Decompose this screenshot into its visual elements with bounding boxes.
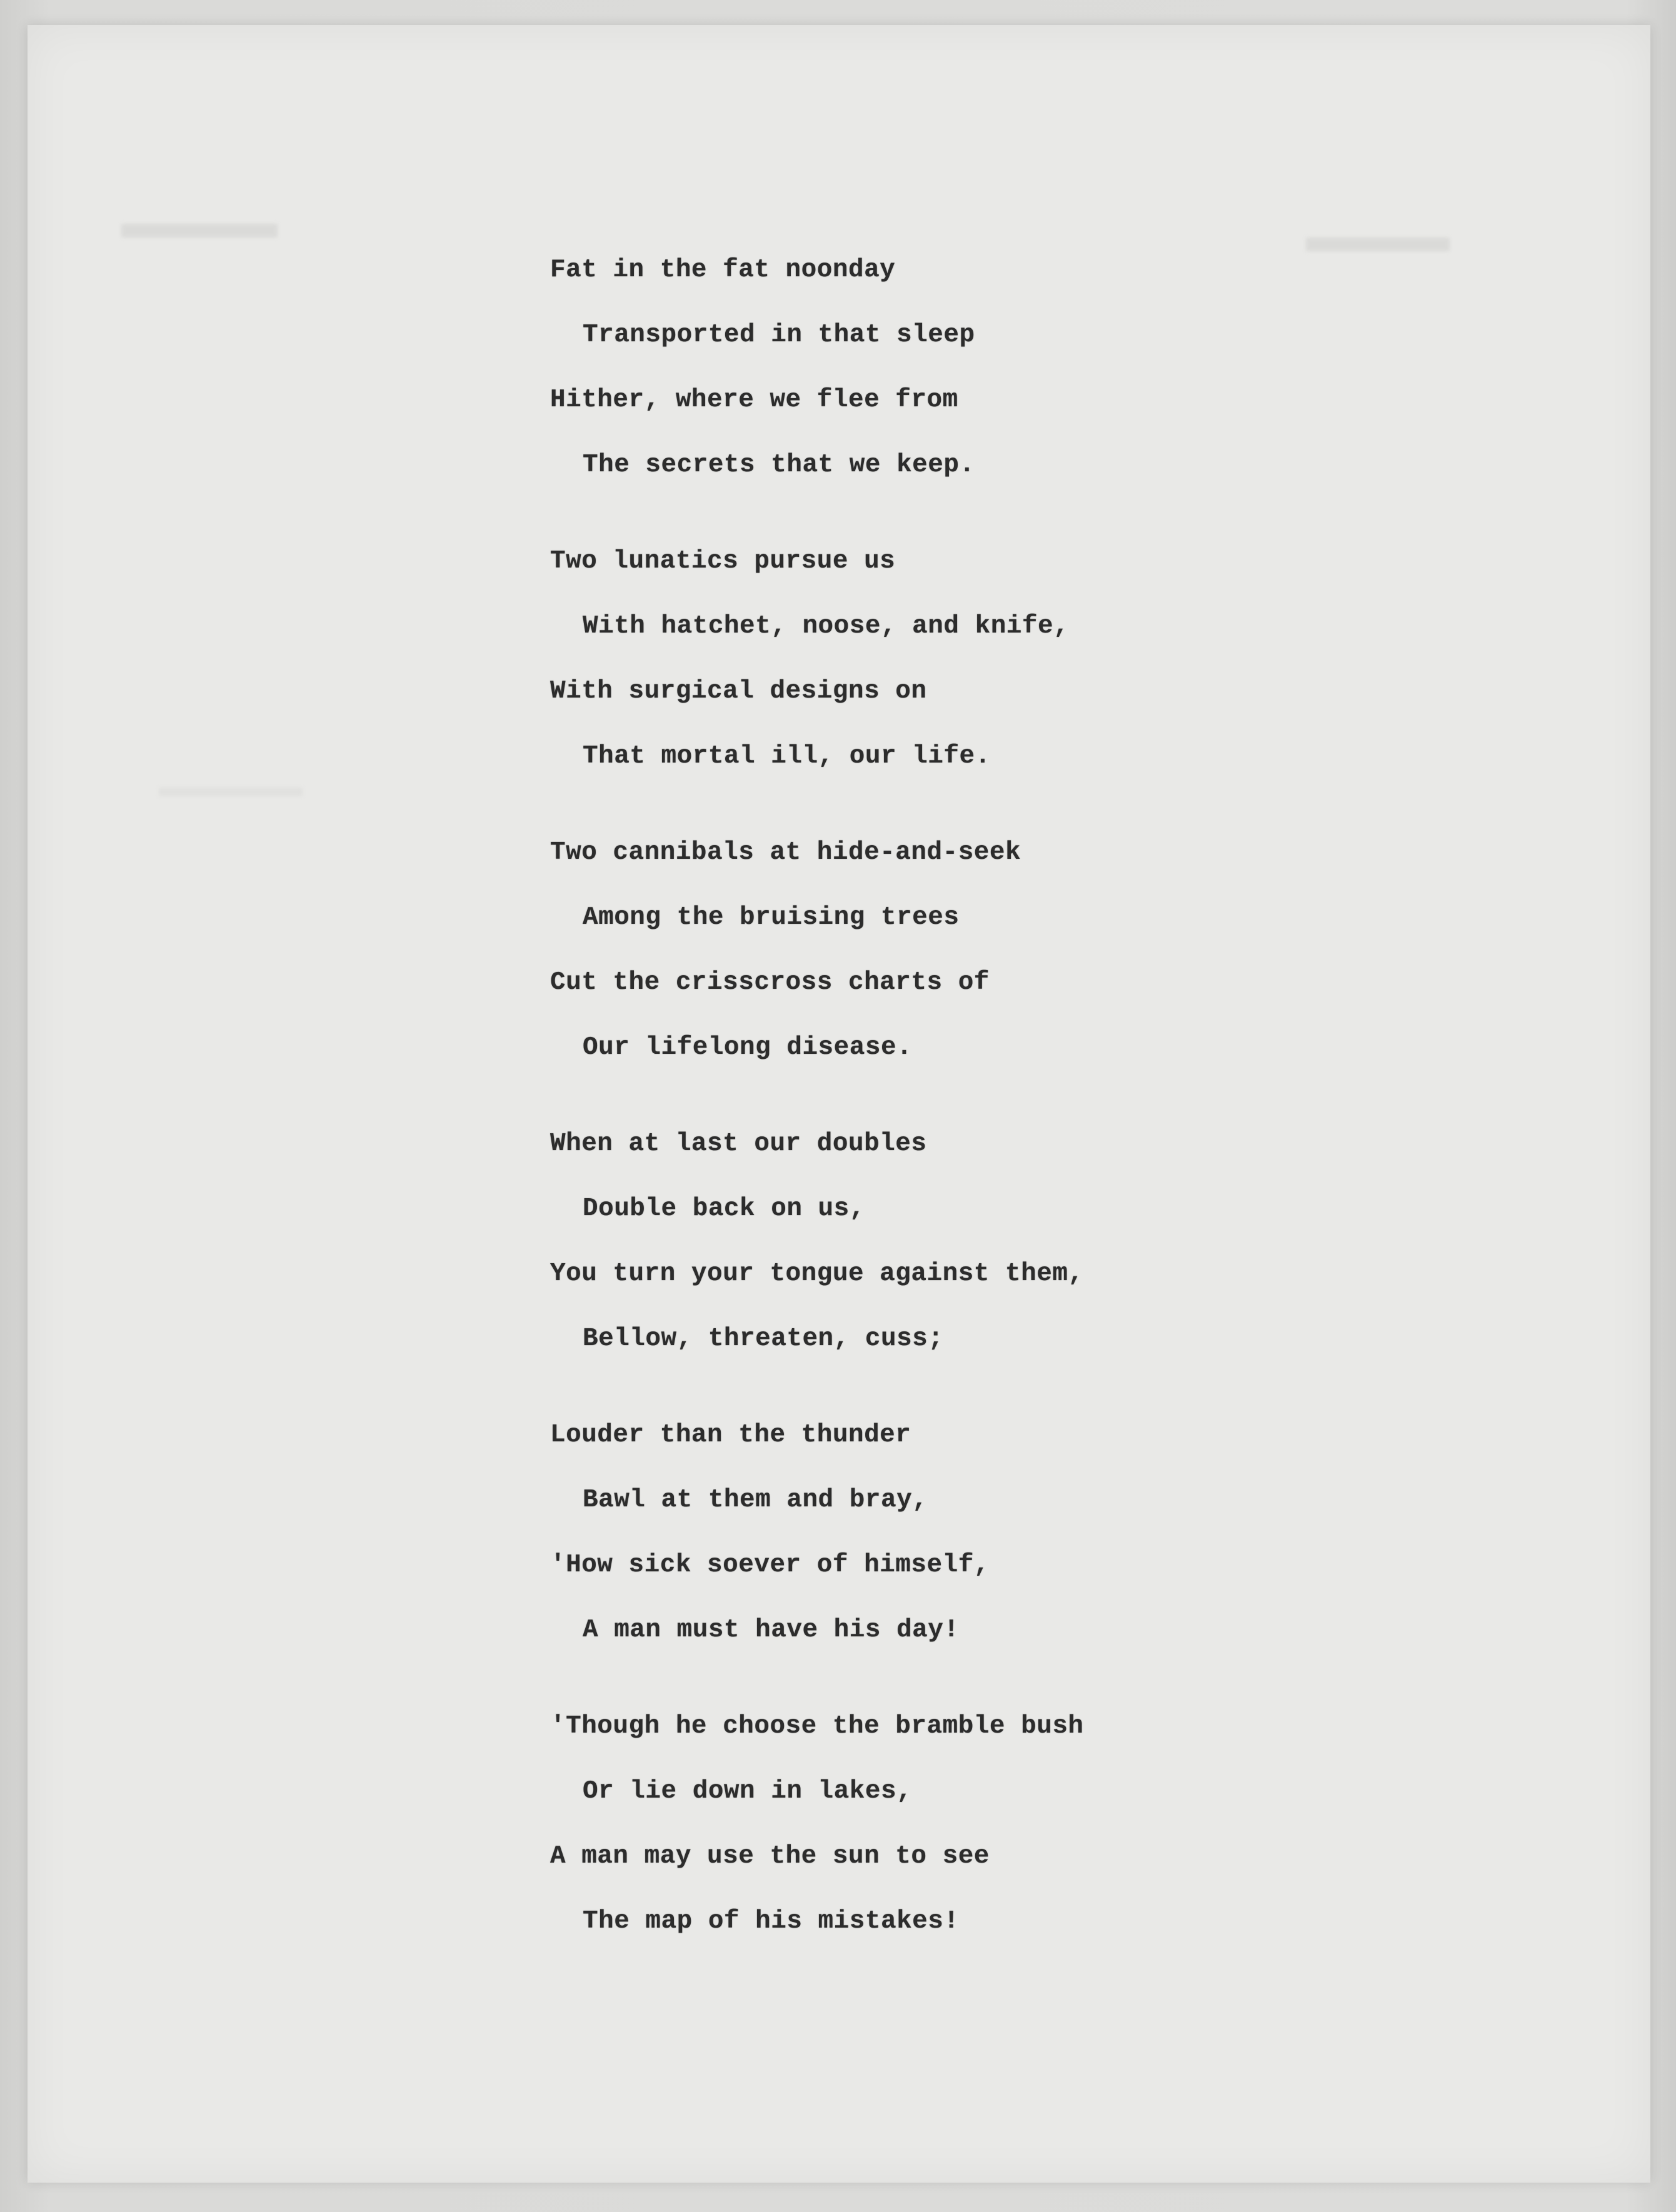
poem-line: A man must have his day! <box>583 1616 960 1644</box>
poem-line: Louder than the thunder <box>550 1421 911 1449</box>
poem-line: That mortal ill, our life. <box>583 742 991 771</box>
stanza <box>550 1111 1300 1371</box>
poem-line: When at last our doubles <box>550 1129 927 1158</box>
stanza <box>550 820 1300 1080</box>
poem-line: Bawl at them and bray, <box>583 1486 928 1514</box>
stanza <box>550 238 1300 498</box>
poem-line: The map of his mistakes! <box>583 1907 960 1936</box>
bleed-through-mark <box>1306 238 1450 251</box>
poem-line: Bellow, threaten, cuss; <box>583 1324 944 1353</box>
poem-line: Two lunatics pursue us <box>550 547 896 576</box>
poem-line: Or lie down in lakes, <box>583 1777 913 1806</box>
poem-line: A man may use the sun to see <box>550 1842 990 1871</box>
stanza <box>550 1403 1300 1663</box>
bleed-through-mark <box>159 788 303 796</box>
poem <box>550 238 1300 1985</box>
poem-line: Cut the crisscross charts of <box>550 968 990 997</box>
poem-line: Two cannibals at hide-and-seek <box>550 838 1021 867</box>
poem-line: With hatchet, noose, and knife, <box>583 612 1070 641</box>
poem-line: Hither, where we flee from <box>550 386 958 414</box>
poem-line: The secrets that we keep. <box>583 451 975 479</box>
poem-line: 'How sick soever of himself, <box>550 1551 990 1579</box>
stanza <box>550 529 1300 789</box>
poem-line: You turn your tongue against them, <box>550 1259 1084 1288</box>
bleed-through-mark <box>121 224 278 238</box>
poem-line: Double back on us, <box>583 1194 865 1223</box>
poem-line: Our lifelong disease. <box>583 1033 913 1062</box>
poem-line: Transported in that sleep <box>583 321 975 349</box>
stanza <box>550 1694 1300 1954</box>
poem-line: Among the bruising trees <box>583 903 960 932</box>
poem-line: With surgical designs on <box>550 677 927 706</box>
poem-line: 'Though he choose the bramble bush <box>550 1712 1084 1741</box>
poem-line: Fat in the fat noonday <box>550 256 896 284</box>
